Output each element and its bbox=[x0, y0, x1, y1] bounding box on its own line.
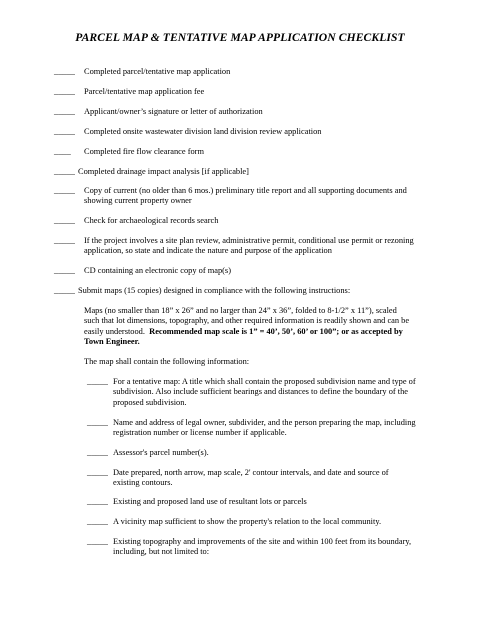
checklist-item bbox=[54, 167, 426, 177]
checkbox-blank[interactable]: _____ bbox=[54, 167, 75, 176]
maps-paragraph-text: Maps (no smaller than 18” x 26” and no larger than 24” x 36”, folded to 8-1/2” x 11”), scaled such that lot dimensions, topography, and other required information is readily shown and can be easily understood. bbox=[84, 306, 410, 336]
checkbox-blank[interactable]: _____ bbox=[54, 216, 75, 225]
sub-item-text: Name and address of legal owner, subdivider, and the person preparing the map, including registration number or license number if applicable. bbox=[113, 418, 416, 438]
checklist-item bbox=[54, 186, 426, 206]
sub-checklist-item bbox=[87, 517, 417, 527]
checklist-item-text: Applicant/owner’s signature or letter of authorization bbox=[84, 107, 263, 116]
sub-checklist-item bbox=[87, 377, 417, 407]
page-title: PARCEL MAP & TENTATIVE MAP APPLICATION CHECKLIST bbox=[75, 31, 405, 44]
checklist-item bbox=[54, 216, 426, 226]
checkbox-blank[interactable]: _____ bbox=[87, 377, 108, 386]
checkbox-blank[interactable]: _____ bbox=[54, 87, 75, 96]
checklist-item bbox=[54, 147, 426, 157]
sub-checklist-item bbox=[87, 537, 417, 557]
checkbox-blank[interactable]: _____ bbox=[54, 286, 75, 295]
maps-paragraph-bold: Recommended map scale is 1” = 40’, 50’, 60’ or 100”; or as accepted by Town Engineer. bbox=[84, 326, 403, 347]
sub-item-text: Existing and proposed land use of resultant lots or parcels bbox=[113, 497, 307, 506]
checkbox-blank[interactable]: _____ bbox=[54, 67, 75, 76]
checkbox-blank[interactable]: _____ bbox=[87, 537, 108, 546]
checklist-item bbox=[54, 127, 426, 137]
checkbox-blank[interactable]: _____ bbox=[87, 418, 108, 427]
sub-item-text: A vicinity map sufficient to show the property's relation to the local community. bbox=[113, 517, 382, 526]
checkbox-blank[interactable]: _____ bbox=[54, 127, 75, 136]
checklist-item-text: Submit maps (15 copies) designed in compliance with the following instructions: bbox=[78, 286, 351, 295]
checklist-item-text: Completed drainage impact analysis [if applicable] bbox=[78, 167, 249, 176]
checklist-item-text: Parcel/tentative map application fee bbox=[84, 87, 205, 96]
checkbox-blank[interactable]: _____ bbox=[54, 266, 75, 275]
checklist-item-text: Completed onsite wastewater division land division review application bbox=[84, 127, 322, 136]
checklist-item-text: CD containing an electronic copy of map(s) bbox=[84, 266, 231, 275]
checklist-item-text: If the project involves a site plan review, administrative permit, conditional use permit or rezoning application, so state and indicate the nature and purpose of the application bbox=[84, 236, 414, 256]
checkbox-blank[interactable]: _____ bbox=[54, 107, 75, 116]
checklist-item bbox=[54, 107, 426, 117]
sub-checklist-item bbox=[87, 497, 417, 507]
checklist-item bbox=[54, 67, 426, 77]
sub-item-text: Date prepared, north arrow, map scale, 2' contour intervals, and date and source of existing contours. bbox=[113, 468, 389, 488]
checklist-item bbox=[54, 266, 426, 276]
checkbox-blank[interactable]: ____ bbox=[54, 147, 71, 156]
checkbox-blank[interactable]: _____ bbox=[54, 236, 75, 245]
checklist-item-text: Check for archaeological records search bbox=[84, 216, 219, 225]
checkbox-blank[interactable]: _____ bbox=[87, 497, 108, 506]
checklist-item bbox=[54, 87, 426, 97]
checklist-item-text: Completed parcel/tentative map application bbox=[84, 67, 231, 76]
maps-paragraph bbox=[84, 306, 414, 348]
sub-checklist-item bbox=[87, 468, 417, 488]
checkbox-blank[interactable]: _____ bbox=[87, 517, 108, 526]
sub-item-text: Assessor's parcel number(s). bbox=[113, 448, 209, 457]
checklist-item bbox=[54, 236, 426, 256]
checkbox-blank[interactable]: _____ bbox=[87, 468, 108, 477]
contain-heading: The map shall contain the following information: bbox=[84, 357, 250, 366]
checkbox-blank[interactable]: _____ bbox=[87, 448, 108, 457]
checklist-item-text: Completed fire flow clearance form bbox=[84, 147, 204, 156]
checklist-item bbox=[54, 286, 426, 296]
checkbox-blank[interactable]: _____ bbox=[54, 186, 75, 195]
checklist-item-text: Copy of current (no older than 6 mos.) preliminary title report and all supporting documents and showing current property owner bbox=[84, 186, 407, 206]
sub-item-text: Existing topography and improvements of the site and within 100 feet from its boundary, including, but not limited to: bbox=[113, 537, 412, 557]
sub-item-text: For a tentative map: A title which shall contain the proposed subdivision name and type of subdivision. Also include sufficient bearings and distances to define the boundary of the proposed subdivision. bbox=[113, 377, 416, 407]
sub-checklist-item bbox=[87, 448, 417, 458]
sub-checklist-item bbox=[87, 418, 417, 438]
